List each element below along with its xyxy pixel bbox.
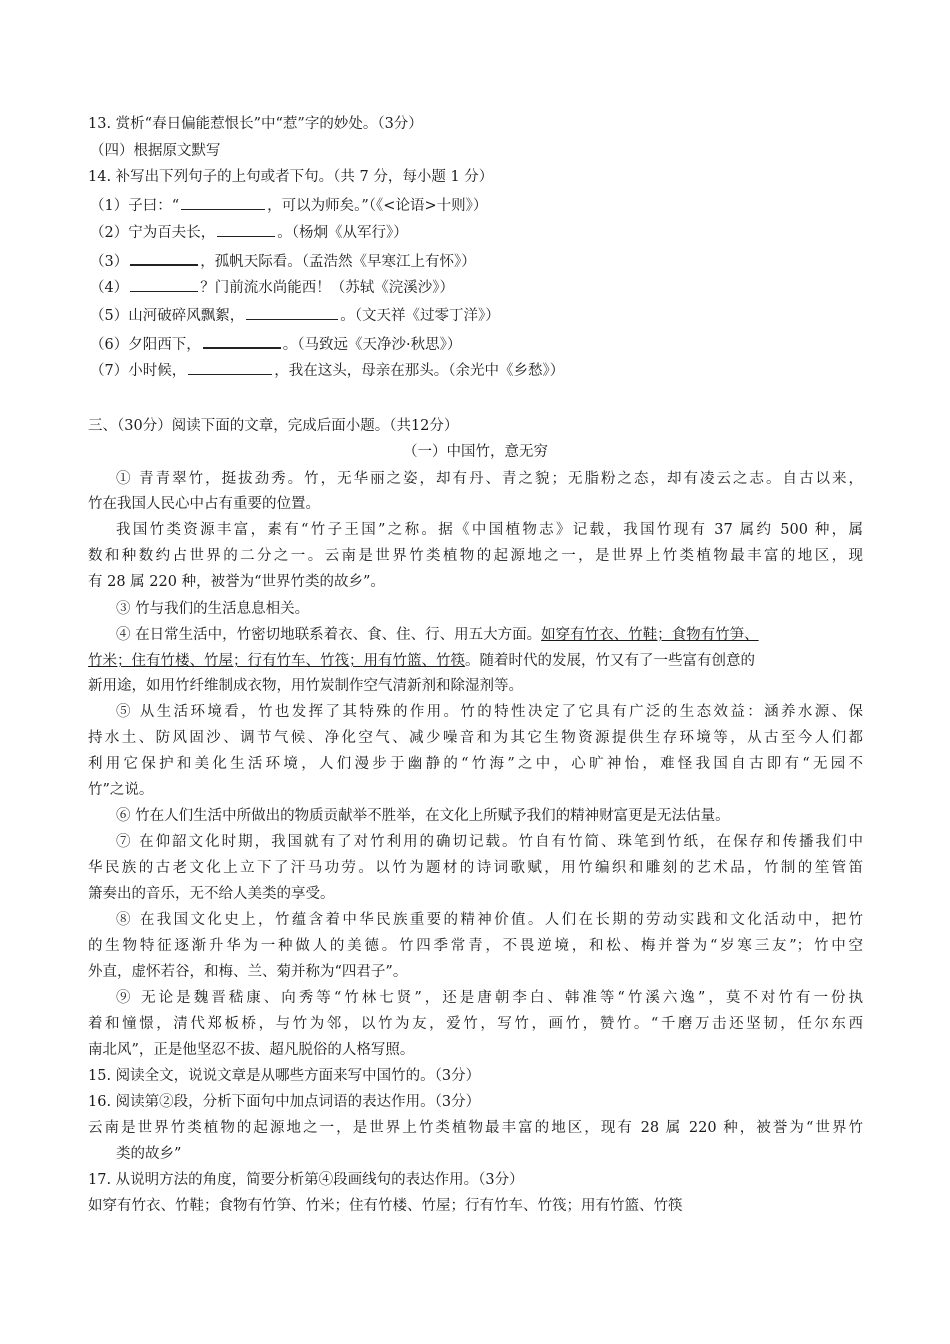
para-6: ⑥ 竹在人们生活中所做出的物质贡献举不胜举，在文化上所赋予我们的精神财富更是无法估量。 (116, 808, 730, 824)
para-1-line-1: ① 青青翠竹，挺拔劲秀。竹，无华丽之姿，却有丹、青之貌；无脂粉之态，却有凌云之志。自古以来， (116, 471, 863, 487)
para-2-line-3: 有 28 属 220 种，被誉为“世界竹类的故乡”。 (88, 574, 385, 590)
fill-item-6 (90, 333, 461, 354)
fill-item-4 (90, 277, 454, 297)
fill-3-suffix: ，孤帆天际看。（孟浩然《早寒江上有怀》） (200, 254, 476, 270)
fill-1-prefix: （1）子曰：“ (90, 198, 180, 214)
para-4-text-a: ④ 在日常生活中，竹密切地联系着衣、食、住、行、用五大方面。 (116, 627, 542, 643)
fill-1-blank[interactable] (181, 195, 265, 210)
fill-2-blank[interactable] (217, 222, 275, 237)
para-4-line-1 (116, 626, 759, 644)
fill-3-blank[interactable] (130, 250, 198, 266)
fill-4-blank[interactable] (130, 277, 198, 292)
fill-5-blank[interactable] (246, 305, 338, 320)
question-16: 16. 阅读第②段，分析下面句中加点词语的表达作用。（3分） (88, 1094, 481, 1110)
fill-2-suffix: 。（杨炯《从军行》） (277, 225, 408, 241)
fill-7-prefix: （7）小时候， (90, 363, 187, 379)
para-8-line-2: 的生物特征逐渐升华为一种做人的美德。竹四季常青，不畏逆境，和松、梅并誉为“岁寒三友”；竹中空 (88, 938, 863, 954)
para-2-line-2: 数和种数约占世界的二分之一。云南是世界竹类植物的起源地之一，是世界上竹类植物最丰富的地区，现 (88, 548, 863, 564)
para-8-line-1: ⑧ 在我国文化史上，竹蕴含着中华民族重要的精神价值。人们在长期的劳动实践和文化活动中，把竹 (116, 912, 863, 928)
section-3-header: 三、（30分）阅读下面的文章，完成后面小题。（共12分） (88, 418, 459, 434)
para-4-underlined-a: 如穿有竹衣、竹鞋；食物有竹笋、 (541, 627, 759, 643)
para-4-line-3: 新用途，如用竹纤维制成衣物，用竹炭制作空气清新剂和除湿剂等。 (88, 678, 523, 694)
para-5-line-2: 持水土、防风固沙、调节气候、净化空气、减少噪音和为其它生物资源提供生存环境等，从古至今人们都 (88, 730, 863, 746)
fill-1-suffix: ，可以为师矣。”（《<论语>十则》） (267, 198, 488, 214)
question-17: 17. 从说明方法的角度，简要分析第④段画线句的表达作用。（3分） (88, 1172, 524, 1188)
question-13: 13. 赏析“春日偏能惹恨长”中“惹”字的妙处。（3分） (88, 116, 423, 132)
para-4-underlined-b: 竹米；住有竹楼、竹屋；行有竹车、竹筏；用有竹篮、竹筷 (88, 653, 465, 669)
article-title: （一）中国竹，意无穷 (403, 444, 548, 460)
fill-6-suffix: 。（马致远《天净沙·秋思》） (282, 337, 462, 353)
para-5-line-1: ⑤ 从生活环境看，竹也发挥了其特殊的作用。竹的特性决定了它具有广泛的生态效益：涵养水源、保 (116, 704, 863, 720)
para-5-line-4: 竹”之说。 (88, 782, 154, 798)
q16-quote-line-1: 云南是世界竹类植物的起源地之一，是世界上竹类植物最丰富的地区，现有 28 属 220 种，被誉为“世界竹 (88, 1120, 863, 1136)
para-7-line-3: 箫奏出的音乐，无不给人美类的享受。 (88, 886, 335, 902)
q16-quote-line-2: 类的故乡” (116, 1146, 182, 1162)
question-14: 14. 补写出下列句子的上句或者下句。（共 7 分，每小题 1 分） (88, 169, 494, 185)
para-9-line-2: 着和憧憬，清代郑板桥，与竹为邻，以竹为友，爱竹，写竹，画竹，赞竹。“千磨万击还坚韧，任尔东西 (88, 1016, 863, 1032)
para-9-line-1: ⑨ 无论是魏晋嵇康、向秀等“竹林七贤”，还是唐朝李白、韩准等“竹溪六逸”，莫不对竹有一份执 (116, 990, 863, 1006)
fill-2-prefix: （2）宁为百夫长， (90, 225, 216, 241)
para-9-line-3: 南北风”，正是他坚忍不拔、超凡脱俗的人格写照。 (88, 1042, 415, 1058)
para-2-line-1: 我国竹类资源丰富，素有“竹子王国”之称。据《中国植物志》记载，我国竹现有 37 属约 500 种，属 (116, 522, 863, 538)
para-5-line-3: 利用它保护和美化生活环境，人们漫步于幽静的“竹海”之中，心旷神怡，难怪我国自古即有“无园不 (88, 756, 863, 772)
para-7-line-2: 华民族的古老文化上立下了汗马功劳。以竹为题材的诗词歌赋，用竹编织和雕刻的艺术品，竹制的笙管笛 (88, 860, 863, 876)
fill-5-prefix: （5）山河破碎风飘絮， (90, 308, 245, 324)
fill-6-prefix: （6）夕阳西下， (90, 337, 201, 353)
para-1-line-2: 竹在我国人民心中占有重要的位置。 (88, 496, 320, 512)
para-3: ③ 竹与我们的生活息息相关。 (116, 601, 310, 617)
para-8-line-3: 外直，虚怀若谷，和梅、兰、菊并称为“四君子”。 (88, 964, 408, 980)
fill-6-blank[interactable] (203, 333, 281, 349)
para-4-text-b: 。随着时代的发展，竹又有了一些富有创意的 (465, 653, 755, 669)
fill-item-5 (90, 305, 500, 325)
part4-header: （四）根据原文默写 (90, 143, 221, 159)
para-4-line-2 (88, 652, 755, 670)
fill-7-blank[interactable] (188, 360, 272, 375)
para-7-line-1: ⑦ 在仰韶文化时期，我国就有了对竹利用的确切记载。竹自有竹简、珠笔到竹纸，在保存和传播我们中 (116, 834, 863, 850)
q17-quote: 如穿有竹衣、竹鞋；食物有竹笋、竹米；住有竹楼、竹屋；行有竹车、竹筏；用有竹篮、竹筷 (88, 1198, 683, 1214)
fill-item-1 (90, 195, 487, 215)
fill-4-prefix: （4） (90, 280, 129, 296)
fill-5-suffix: 。（文天祥《过零丁洋》） (340, 308, 500, 324)
question-15: 15. 阅读全文，说说文章是从哪些方面来写中国竹的。（3分） (88, 1068, 481, 1084)
fill-item-2 (90, 222, 408, 242)
fill-4-suffix: ？门前流水尚能西！（苏轼《浣溪沙》） (200, 280, 454, 296)
fill-3-prefix: （3） (90, 254, 129, 270)
fill-item-3 (90, 250, 476, 271)
fill-item-7 (90, 360, 564, 380)
fill-7-suffix: ，我在这头，母亲在那头。（余光中《乡愁》） (274, 363, 565, 379)
